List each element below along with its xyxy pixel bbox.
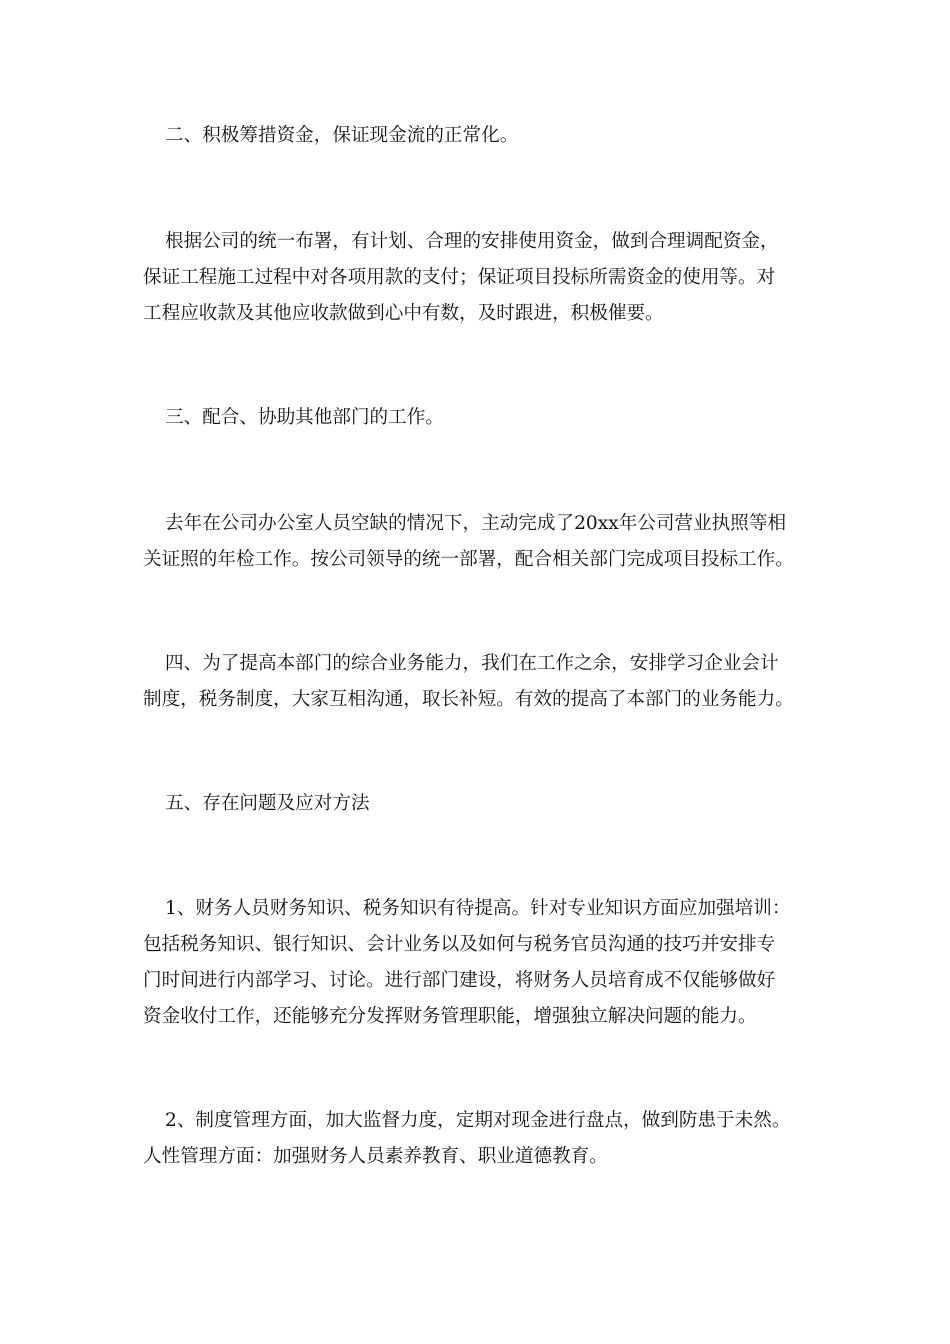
text-line: 去年在公司办公室人员空缺的情况下，主动完成了20xx年公司营业执照等相	[165, 513, 787, 534]
paragraph-issue-2	[143, 1103, 813, 1175]
text-line: 五、存在问题及应对方法	[165, 793, 370, 814]
text-line: 人性管理方面：加强财务人员素养教育、职业道德教育。	[143, 1146, 608, 1167]
text-line: 关证照的年检工作。按公司领导的统一部署，配合相关部门完成项目投标工作。	[143, 549, 794, 570]
paragraph-training	[143, 646, 813, 718]
text-line: 制度，税务制度，大家互相沟通，取长补短。有效的提高了本部门的业务能力。	[143, 689, 794, 710]
text-line: 资金收付工作，还能够充分发挥财务管理职能，增强独立解决问题的能力。	[143, 1006, 757, 1027]
paragraph-funding	[143, 224, 813, 332]
paragraph-cooperation	[143, 506, 813, 578]
paragraph-issue-1	[143, 891, 813, 1035]
text-line: 三、配合、协助其他部门的工作。	[165, 407, 444, 428]
text-line: 二、积极筹措资金，保证现金流的正常化。	[165, 125, 519, 146]
text-line: 包括税务知识、银行知识、会计业务以及如何与税务官员沟通的技巧并安排专	[143, 934, 776, 955]
text-line: 1、财务人员财务知识、税务知识有待提高。针对专业知识方面应加强培训：	[165, 898, 791, 919]
section-heading-3	[143, 400, 813, 436]
text-line: 2、制度管理方面，加大监督力度，定期对现金进行盘点，做到防患于未然。	[165, 1110, 791, 1131]
section-heading-2	[143, 118, 813, 154]
text-line: 根据公司的统一布署，有计划、合理的安排使用资金，做到合理调配资金，	[165, 231, 779, 252]
section-heading-5	[143, 786, 813, 822]
text-line: 四、为了提高本部门的综合业务能力，我们在工作之余，安排学习企业会计	[165, 653, 779, 674]
text-line: 门时间进行内部学习、讨论。进行部门建设，将财务人员培育成不仅能够做好	[143, 970, 776, 991]
text-line: 工程应收款及其他应收款做到心中有数，及时跟进，积极催要。	[143, 303, 664, 324]
text-line: 保证工程施工过程中对各项用款的支付；保证项目投标所需资金的使用等。对	[143, 267, 776, 288]
